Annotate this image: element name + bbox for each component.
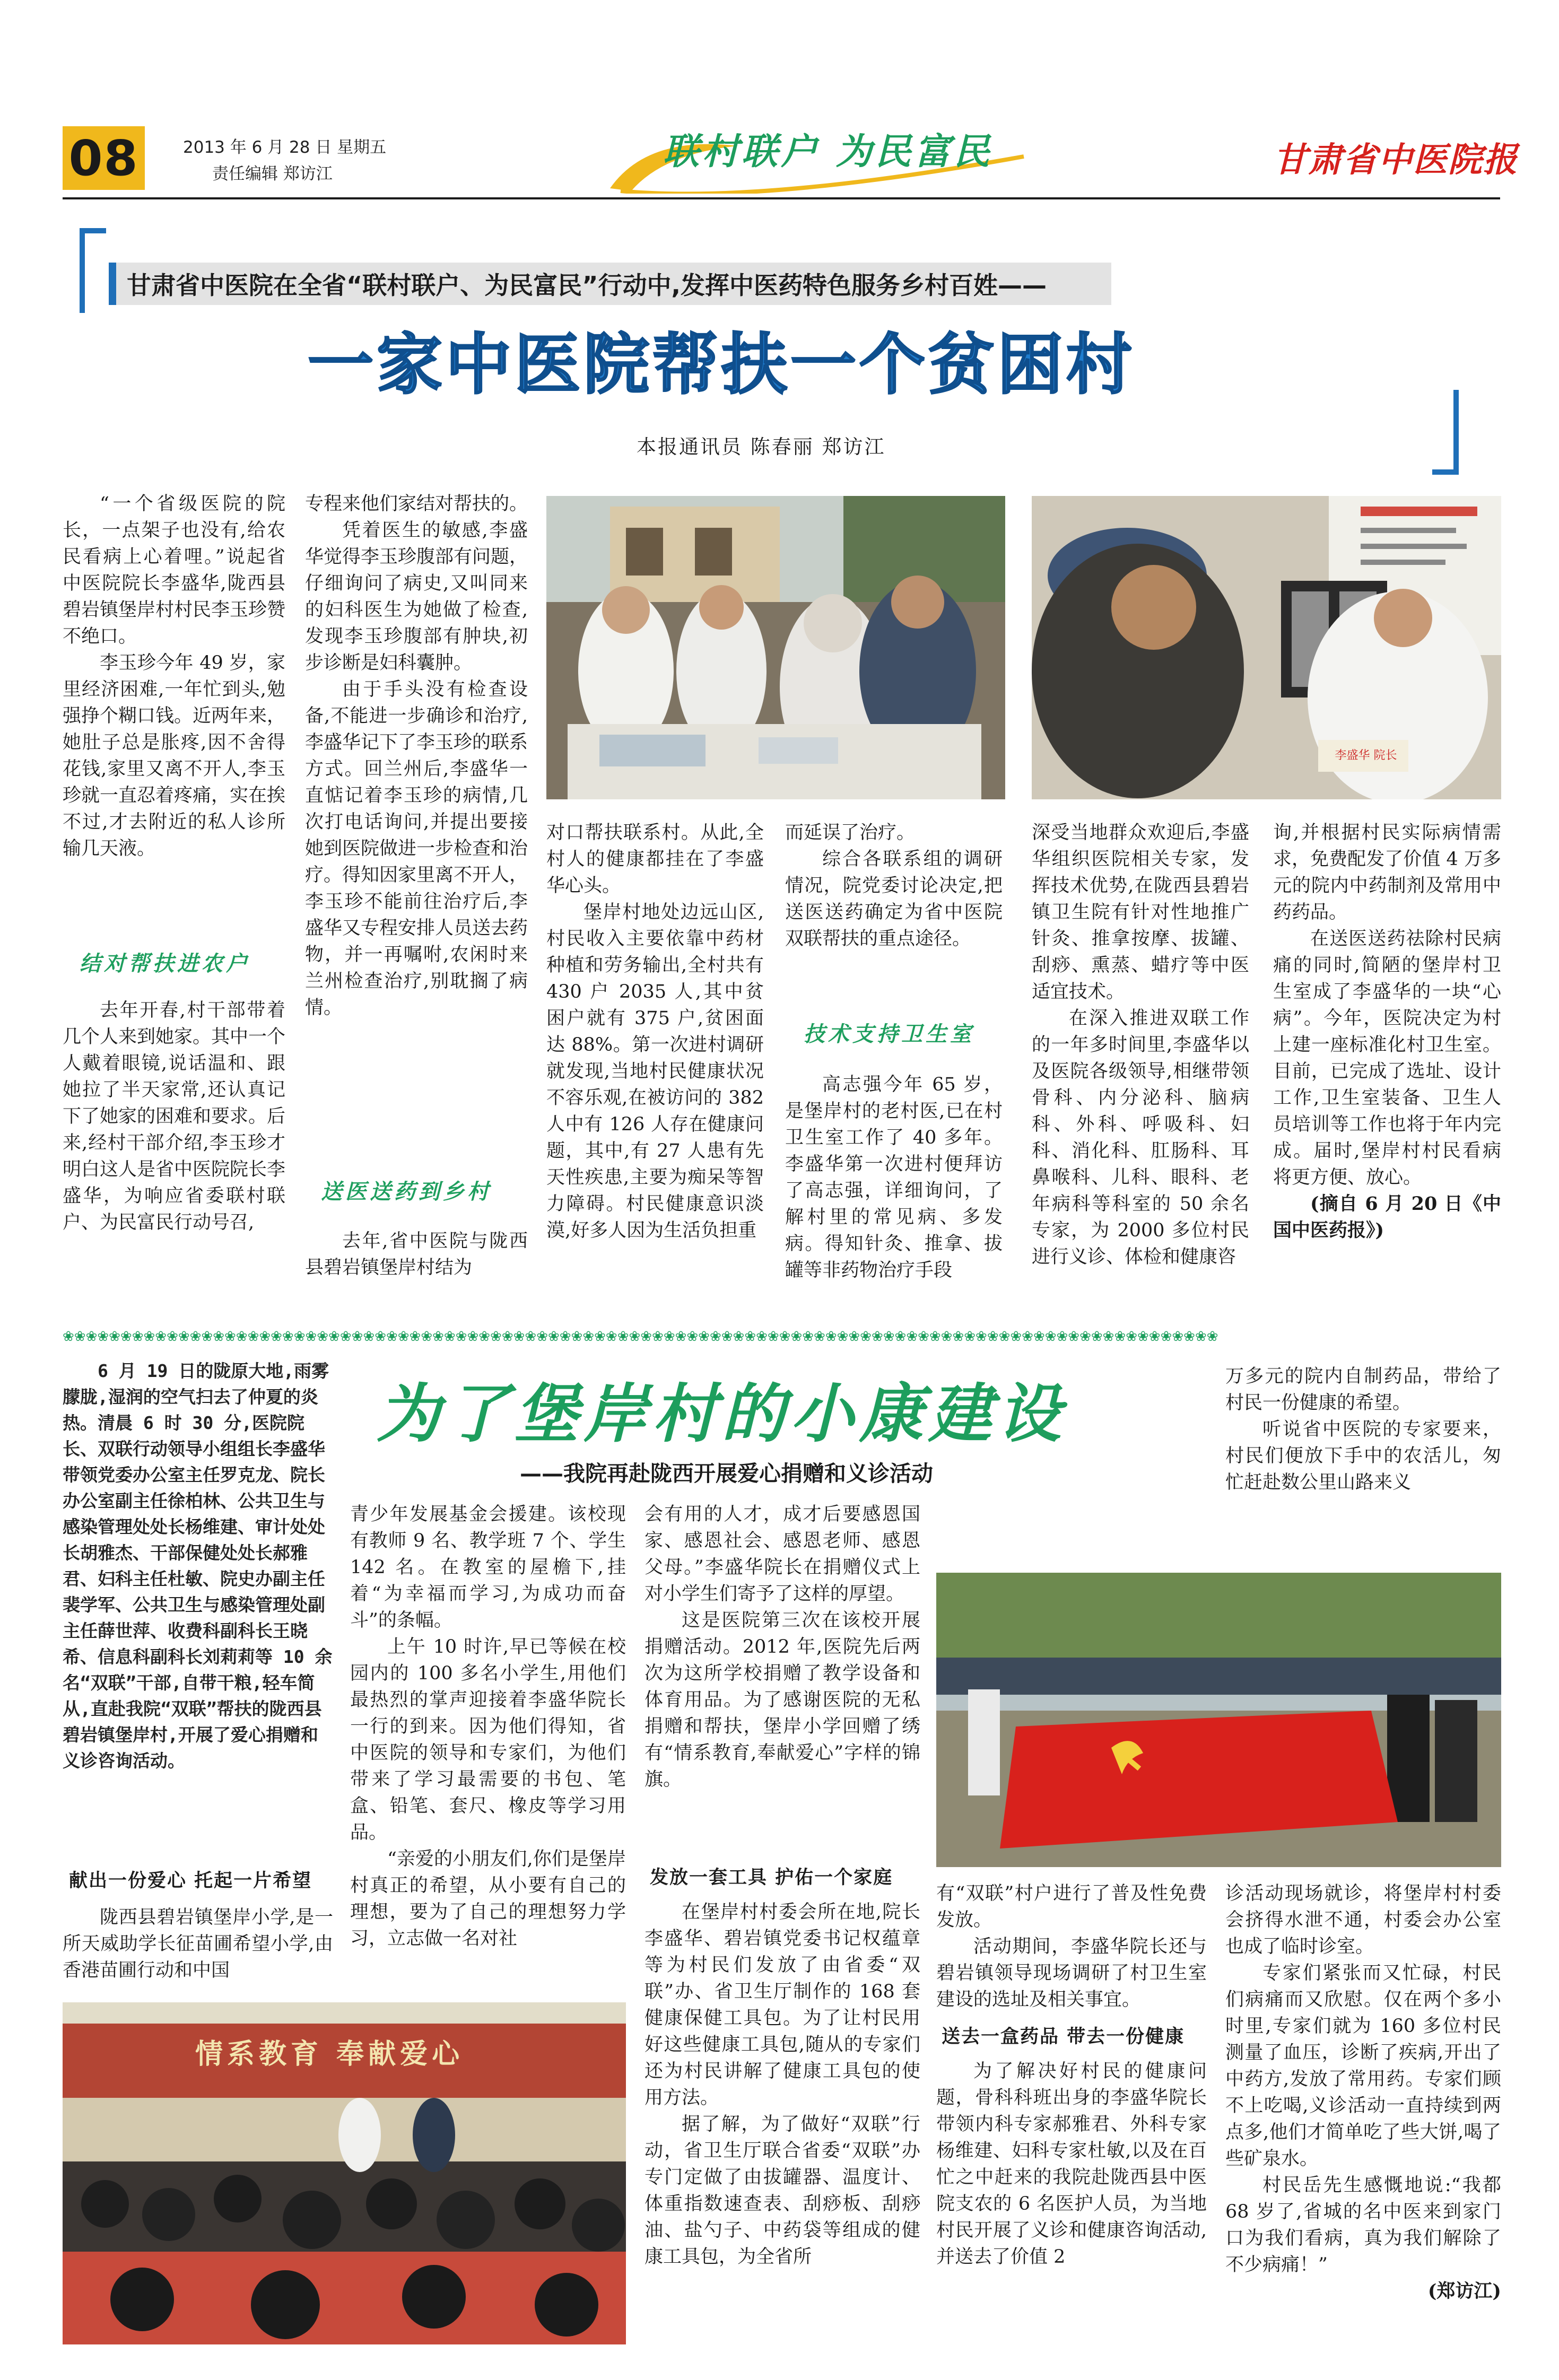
paragraph: 去年,省中医院与陇西县碧岩镇堡岸村结为 — [305, 1231, 528, 1278]
article1-column-4 — [785, 820, 1003, 952]
paragraph: 综合各联系组的调研情况，院党委讨论决定,把送医送药确定为省中医院双联帮扶的重点途径。 — [785, 849, 1003, 949]
paragraph: 在送医送药祛除村民病痛的同时,简陋的堡岸村卫生室成了李盛华的一块“心病”。今年，医院决定为村上建一座标准化村卫生室。目前，已完成了选址、设计工作,卫生室装备、卫生人员培训等工作也将于年内完成。届时,堡岸村村民看病将更方便、放心。 — [1273, 928, 1501, 1188]
page-slogan: 联村联户 为民富民 — [663, 131, 993, 173]
article2-subtitle: ——我院再赴陇西开展爱心捐赠和义诊活动 — [520, 1461, 933, 1486]
photo-group-flag — [936, 1573, 1501, 1867]
newspaper-name: 甘肃省中医院报 — [1273, 140, 1518, 180]
header-rule — [63, 197, 1500, 199]
paragraph: 高志强今年 65 岁，是堡岸村的老村医,已在村卫生室工作了 40 多年。李盛华第一次进村便拜访了高志强，详细询问，了解村里的常见病、多发病。得知针灸、推拿、拔罐等非药物治疗手段 — [785, 1074, 1003, 1281]
author-note: (郑访江) — [1427, 2280, 1501, 2302]
paragraph: 专程来他们家结对帮扶的。 — [305, 493, 528, 515]
article2-column-b — [350, 1501, 626, 1952]
paragraph: 而延误了治疗。 — [785, 822, 916, 843]
article1-byline: 本报通讯员 陈春丽 郑访江 — [637, 435, 886, 458]
paragraph: 有“双联”村户进行了普及性免费发放。 — [936, 1883, 1207, 1931]
article1-column-6 — [1273, 820, 1501, 1244]
photo-doctor-xray — [1032, 496, 1501, 799]
article1-subhead-c: 技术支持卫生室 — [804, 1022, 974, 1047]
paragraph: 这是医院第三次在该校开展捐赠活动。2012 年,医院先后两次为这所学校捐赠了教学设备和体育用品。为了感谢医院的无私捐赠和帮扶，堡岸小学回赠了绣有“情系教育,奉献爱心”字样的锦旗。 — [644, 1610, 920, 1790]
source-note: (摘自 6 月 20 日《中国中医药报》) — [1273, 1193, 1501, 1241]
article1-subhead-a: 结对帮扶进农户 — [80, 952, 250, 976]
paragraph: “一个省级医院的院长，一点架子也没有,给农民看病上心着哩。”说起省中医院院长李盛华,陇西县碧岩镇堡岸村村民李玉珍赞不绝口。 — [63, 493, 286, 647]
photo-doctors-consult — [546, 496, 1005, 799]
section-divider: ❀❀❀❀❀❀❀❀❀❀❀❀❀❀❀❀❀❀❀❀❀❀❀❀❀❀❀❀❀❀❀❀❀❀❀❀❀❀❀❀❀❀❀❀❀❀❀❀❀❀❀❀❀❀❀❀❀❀❀❀❀❀❀❀❀❀❀❀❀❀❀❀❀❀❀❀❀❀❀❀❀❀❀❀❀❀❀❀❀❀❀❀❀❀❀❀❀❀❀❀ — [63, 1329, 1218, 1345]
paragraph: 据了解，为了做好“双联”行动，省卫生厅联合省委“双联”办专门定做了由拔罐器、温度计、体重指数速查表、刮痧板、刮痧油、盐勺子、中药袋等组成的健康工具包，为全省所 — [644, 2114, 920, 2268]
photo2-nameplate: 李盛华 院长 — [1335, 749, 1397, 762]
article2-lead — [63, 1358, 333, 1774]
paragraph: 上午 10 时许,早已等候在校园内的 100 多名小学生,用他们最热烈的掌声迎接着李盛华院长一行的到来。因为他们得知，省中医院的领导和专家们，为他们带来了学习最需要的书包、笔盒、铅笔、套尺、橡皮等学习用品。 — [350, 1636, 626, 1843]
paragraph: 青少年发展基金会援建。该校现有教师 9 名、教学班 7 个、学生 142 名。在教室的屋檐下,挂着“为幸福而学习,为成功而奋斗”的条幅。 — [350, 1504, 626, 1631]
article1-column-5 — [1032, 820, 1249, 1270]
lead-paragraph: 6 月 19 日的陇原大地,雨雾朦胧,湿润的空气扫去了仲夏的炎热。清晨 6 时 30 分,医院院长、双联行动领导小组组长李盛华带领党委办公室主任罗克龙、院长办公室副主任徐柏林、公共卫生与感染管理处处长杨维建、审计处处长胡雅杰、干部保健处处长郝雅君、妇科主任杜敏、院史办副主任裴学军、公共卫生与感染管理处副主任薛世萍、收费科副科长王晓希、信息科副科长刘莉莉等 10 余名“双联”干部,自带干粮,轻车简从,直赴我院“双联”帮扶的陇西县碧岩镇堡岸村,开展了爱心捐赠和义诊咨询活动。 — [63, 1361, 333, 1771]
article2-subhead-d: 献出一份爱心 托起一片希望 — [69, 1870, 312, 1891]
paragraph: 李玉珍今年 49 岁，家里经济困难,一年忙到头,勉强挣个糊口钱。近两年来，她肚子总是胀疼,因不舍得花钱,家里又离不开人,李玉珍就一直忍着疼痛，实在挨不过,才去附近的私人诊所输几天液。 — [63, 652, 286, 859]
article1-column-1b — [63, 997, 285, 1236]
photo-children-ceremony — [63, 2002, 626, 2344]
paragraph: 陇西县碧岩镇堡岸小学,是一所天威助学长征苗圃希望小学,由香港苗圃行动和中国 — [63, 1907, 333, 1981]
paragraph: 去年开春,村干部带着几个人来到她家。其中一个人戴着眼镜,说话温和、跟她拉了半天家常,还认真记下了她家的困难和要求。后来,经村干部介绍,李玉珍才明白这人是省中医院院长李盛华，为响应省委联村联户、为民富民行动号召, — [63, 1000, 286, 1233]
page-number: 08 — [63, 126, 145, 190]
paragraph: 听说省中医院的专家要来，村民们便放下手中的农活儿，匆忙赶赴数公里山路来义 — [1225, 1419, 1501, 1493]
article2-subhead-e: 发放一套工具 护佑一个家庭 — [650, 1867, 893, 1888]
page-editor: 责任编辑 郑访江 — [212, 164, 333, 184]
article1-subhead-b: 送医送药到乡村 — [321, 1180, 492, 1204]
paragraph: 在深入推进双联工作的一年多时间里,李盛华以及医院各级领导,相继带领骨科、内分泌科、脑病科、外科、呼吸科、妇科、消化科、肛肠科、耳鼻喉科、儿科、眼科、老年病科等科室的 50 余名专家，为 2000 多位村民进行义诊、体检和健康咨 — [1032, 1008, 1249, 1268]
paragraph: 深受当地群众欢迎后,李盛华组织医院相关专家，发挥技术优势,在陇西县碧岩镇卫生院有针对性地推广针灸、推拿按摩、拔罐、刮痧、熏蒸、蜡疗等中医适宜技术。 — [1032, 822, 1249, 1002]
paragraph: 在堡岸村村委会所在地,院长李盛华、碧岩镇党委书记权蕴章等为村民们发放了由省委“双联”办、省卫生厅制作的 168 套健康保健工具包。为了让村民用好这些健康工具包,随从的专家们还为村民讲解了健康工具包的使用方法。 — [644, 1902, 920, 2108]
issue-date: 2013 年 6 月 28 日 星期五 — [183, 138, 387, 157]
paragraph: “亲爱的小朋友们,你们是堡岸村真正的希望，从小要有自己的理想，要为了自己的理想努力学习，立志做一名对社 — [350, 1849, 626, 1949]
paragraph: 凭着医生的敏感,李盛华觉得李玉珍腹部有问题，仔细询问了病史,又叫同来的妇科医生为她做了检查,发现李玉珍腹部有肿块,初步诊断是妇科囊肿。 — [305, 520, 528, 674]
paragraph: 为了解决好村民的健康问题，骨科科班出身的李盛华院长带领内科专家郝雅君、外科专家杨维建、妇科专家杜敏,以及在百忙之中赶来的我院赴陇西县中医院支农的 6 名医护人员，为当地村民开展了义诊和健康咨询活动,并送去了价值 2 — [936, 2061, 1207, 2268]
article2-column-e-top — [1225, 1363, 1501, 1496]
paragraph: 活动期间，李盛华院长还与碧岩镇领导现场调研了村卫生室建设的选址及相关事宜。 — [936, 1936, 1207, 2010]
article1-column-2b — [305, 1228, 528, 1281]
title-bracket-bottom-right — [1432, 390, 1459, 475]
paragraph: 由于手头没有检查设备,不能进一步确诊和治疗,李盛华记下了李玉珍的联系方式。回兰州后,李盛华一直惦记着李玉珍的病情,几次打电话询问,并提出要接她到医院做进一步检查和治疗。得知因家里离不开人，李玉珍不能前往治疗后,李盛华又专程安排人员送去药物，并一再嘱咐,农闲时来兰州检查治疗,别耽搁了病情。 — [305, 679, 528, 1018]
article2-column-d2 — [936, 2058, 1207, 2270]
paragraph: 询,并根据村民实际病情需求，免费配发了价值 4 万多元的院内中药制剂及常用中药药品。 — [1273, 822, 1501, 923]
article1-column-2 — [305, 491, 528, 1021]
article1-kicker: 甘肃省中医院在全省“联村联户、为民富民”行动中,发挥中医药特色服务乡村百姓—— — [109, 263, 1111, 305]
article1-column-4b — [785, 1071, 1003, 1284]
photo4-banner: 情系教育 奉献爱心 — [195, 2038, 464, 2070]
article2-column-a — [63, 1904, 333, 1984]
paragraph: 会有用的人才，成才后要感恩国家、感恩社会、感恩老师、感恩父母。”李盛华院长在捐赠仪式上对小学生们寄予了这样的厚望。 — [644, 1504, 920, 1605]
paragraph: 堡岸村地处边远山区,村民收入主要依靠中药材种植和劳务输出,全村共有 430 户 2035 人,其中贫困户就有 375 户,贫困面达 88%。第一次进村调研就发现,当地村民健康状况不容乐观,在被访问的 382 人中有 126 人存在健康问题，其中,有 27 人患有先天性疾患,主要为痴呆等智力障碍。村民健康意识淡漠,好多人因为生活负担重 — [546, 902, 764, 1241]
article2-column-c2 — [644, 1899, 920, 2270]
article2-column-d — [936, 1880, 1207, 2013]
article2-column-e — [1225, 1880, 1501, 2305]
article2-subhead-f: 送去一盒药品 带去一份健康 — [942, 2026, 1185, 2047]
article1-title: 一家中医院帮扶一个贫困村 — [308, 327, 1136, 403]
paragraph: 诊活动现场就诊，将堡岸村村委会挤得水泄不通，村委会办公室也成了临时诊室。 — [1225, 1883, 1501, 1957]
article1-column-3 — [546, 820, 764, 1244]
article2-title: 为了堡岸村的小康建设 — [377, 1378, 1066, 1451]
article2-column-c — [644, 1501, 920, 1793]
paragraph: 专家们紧张而又忙碌，村民们病痛而又欣慰。仅在两个多小时里,专家们就为 160 多位村民测量了血压，诊断了疾病,开出了中药方,发放了常用药。专家们顾不上吃喝,义诊活动一直持续到两点多,他们才简单吃了些大饼,喝了些矿泉水。 — [1225, 1963, 1501, 2169]
article1-column-1 — [63, 491, 285, 862]
paragraph: 村民岳先生感慨地说:“我都 68 岁了,省城的名中医来到家门口为我们看病，真为我们解除了不少病痛！” — [1225, 2175, 1501, 2276]
paragraph: 万多元的院内自制药品，带给了村民一份健康的希望。 — [1225, 1366, 1501, 1414]
title-bracket-top-left — [80, 228, 106, 313]
paragraph: 对口帮扶联系村。从此,全村人的健康都挂在了李盛华心头。 — [546, 822, 764, 896]
